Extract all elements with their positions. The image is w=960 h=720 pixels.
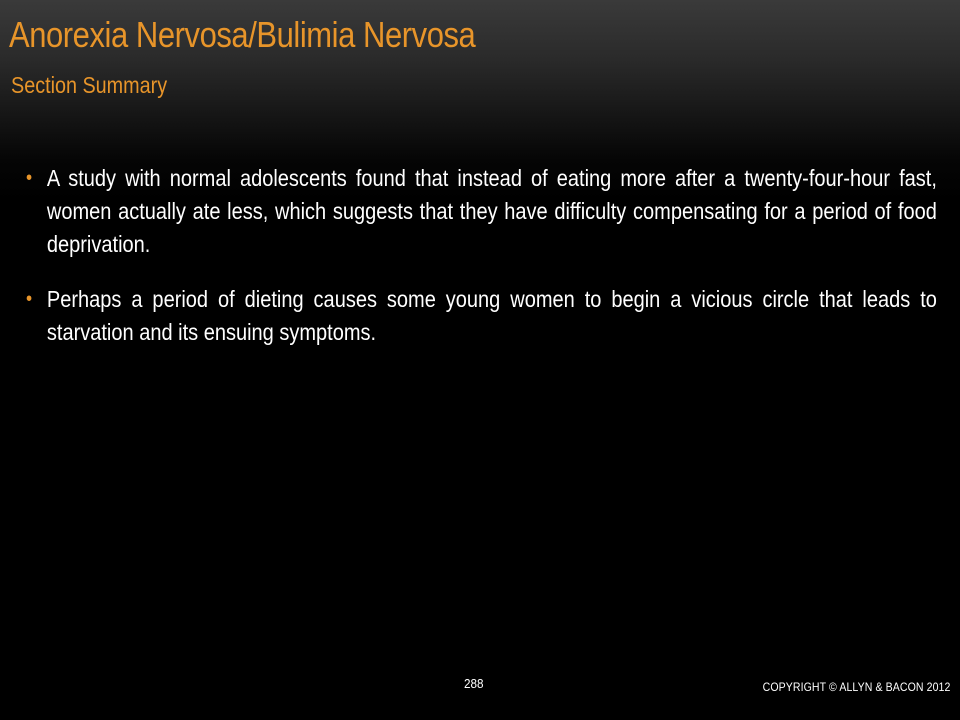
bullet-icon: •: [26, 167, 33, 189]
slide-subtitle: Section Summary: [11, 72, 168, 98]
page-number: 288: [464, 676, 484, 691]
bullet-list: [26, 162, 937, 371]
slide-title: Anorexia Nervosa/Bulimia Nervosa: [9, 14, 476, 55]
copyright-notice: COPYRIGHT © ALLYN & BACON 2012: [762, 680, 950, 694]
bullet-text: A study with normal adolescents found that instead of eating more after a twenty-four-hour fast, women actually ate less, which suggests that they have difficulty compensating for a period of food deprivation.: [46, 165, 937, 257]
bullet-icon: •: [26, 288, 33, 310]
bullet-item: [26, 162, 937, 261]
bullet-text: Perhaps a period of dieting causes some young women to begin a vicious circle that leads to starvation and its ensuing symptoms.: [46, 286, 937, 345]
bullet-item: [26, 283, 937, 349]
